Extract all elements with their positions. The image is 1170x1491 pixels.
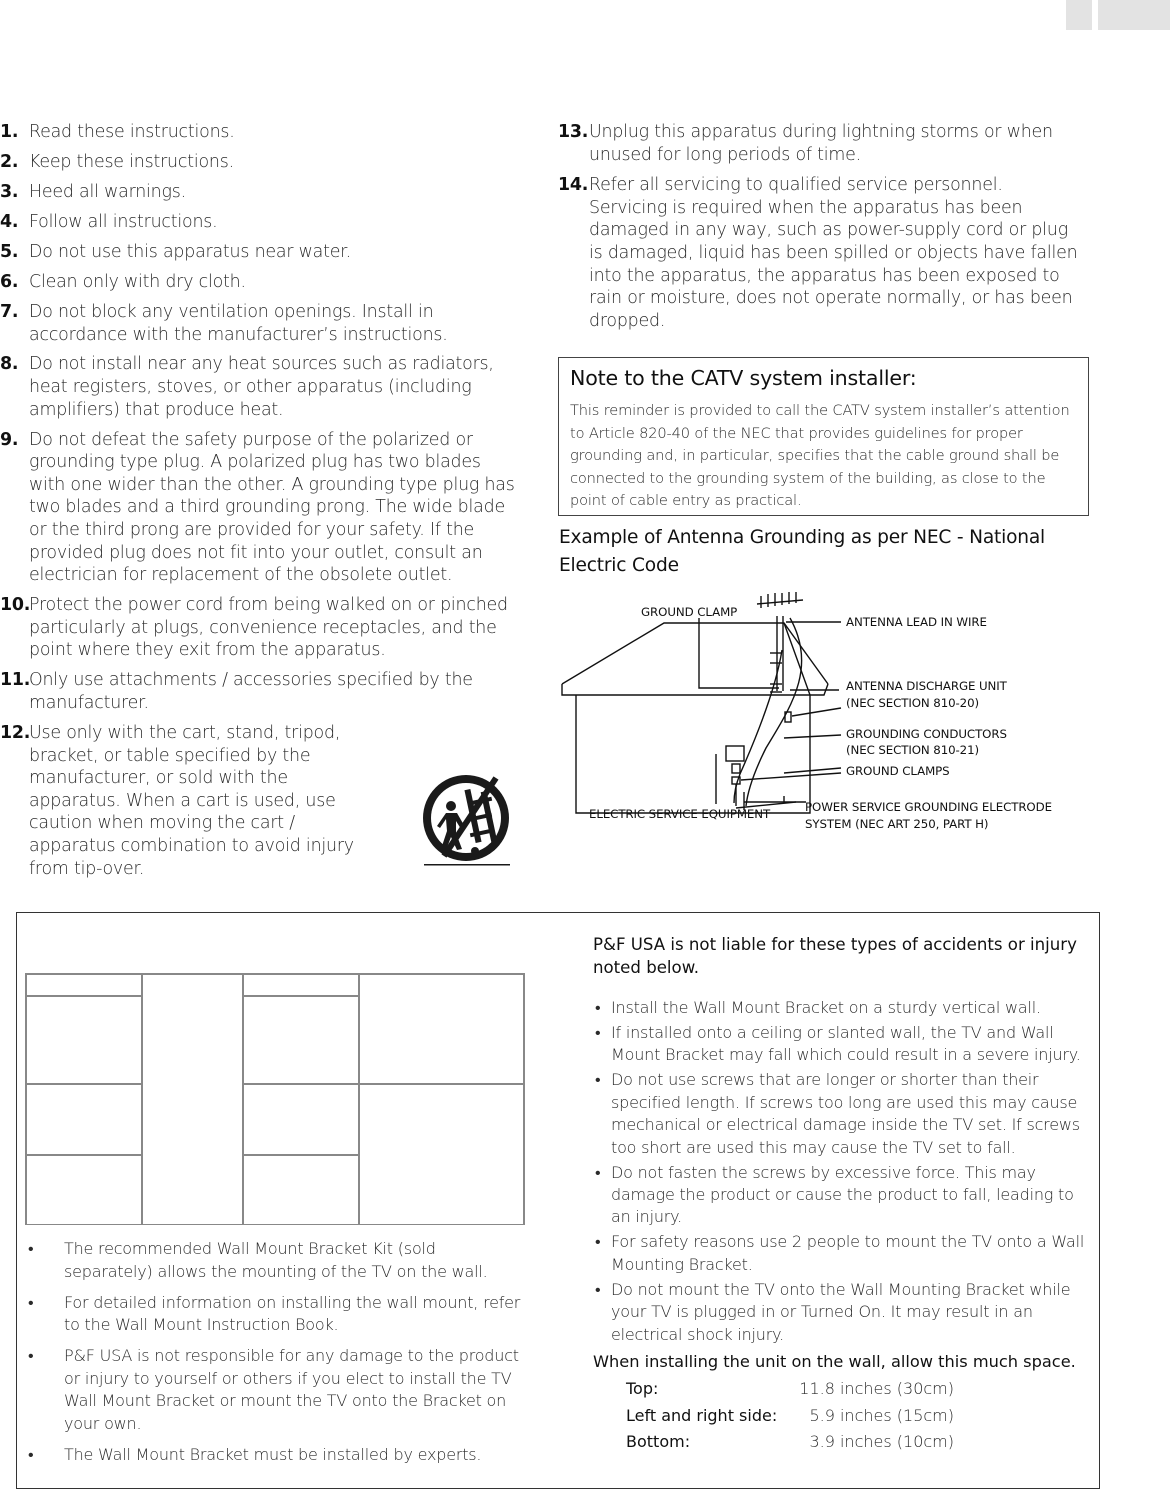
catv-installer-note [558, 357, 1089, 516]
instruction-item [558, 121, 1078, 166]
space-label: Bottom: [626, 1432, 691, 1451]
instruction-item [558, 174, 1078, 332]
power-service-grounding-label: POWER SERVICE GROUNDING ELECTRODE [805, 800, 1052, 814]
table-cell [142, 974, 243, 1225]
table-cell [243, 1084, 359, 1155]
instruction-text: Read these instructions. [29, 122, 235, 142]
page-tab-marker [1066, 0, 1092, 30]
wall-space-heading: When installing the unit on the wall, allow this much space. [593, 1352, 1076, 1371]
instruction-number: 5. [0, 241, 19, 262]
list-item: • For safety reasons use 2 people to mount the TV onto a Wall Mounting Bracket. [595, 1231, 1090, 1276]
list-item: • If installed onto a ceiling or slanted wall, the TV and Wall Mount Bracket may fall which could result in a severe injury. [595, 1022, 1090, 1067]
space-label: Top: [626, 1379, 659, 1398]
instruction-number: 13. [558, 122, 589, 142]
table-cell [359, 1084, 524, 1225]
space-label: Left and right side: [626, 1406, 778, 1425]
instruction-item [0, 121, 520, 144]
cart-tip-over-warning-icon [410, 771, 522, 868]
instruction-text: Do not defeat the safety purpose of the polarized or grounding type plug. A polarized plug has two blades with one wider than the other. A grounding type plug has two blades and a third grounding prong. The wide blade or the third prong are provided for your safety. If the provided plug does not fit into your outlet, consult an electrician for replacement of the obsolete outlet. [29, 429, 515, 586]
catv-note-title: Note to the CATV system installer: [570, 366, 917, 390]
antenna-lead-in-wire-label: ANTENNA LEAD IN WIRE [846, 615, 987, 629]
instruction-number: 6. [0, 271, 19, 292]
liability-heading: P&F USA is not liable for these types of accidents or injury noted below. [593, 935, 1077, 977]
instruction-number: 9. [0, 429, 19, 450]
table-cell [243, 996, 359, 1084]
antenna-grounding-diagram [556, 588, 1086, 850]
list-item: • Install the Wall Mount Bracket on a sturdy vertical wall. [595, 997, 1090, 1019]
list-item: • The Wall Mount Bracket must be installed by experts. [24, 1444, 524, 1467]
instruction-item [0, 241, 520, 264]
instruction-number: 7. [0, 301, 19, 322]
list-item: • Do not fasten the screws by excessive force. This may damage the product or cause the product to fall, leading to an injury. [595, 1162, 1090, 1229]
instruction-text: Heed all warnings. [29, 181, 186, 202]
instruction-text: Keep these instructions. [29, 151, 234, 172]
instruction-number: 10. [0, 595, 31, 616]
instruction-item [0, 181, 520, 204]
wall-mount-notes-list [24, 1238, 524, 1475]
instruction-text: Protect the power cord from being walked on or pinched particularly at plugs, convenience receptacles, and the point where they exit from the apparatus. [29, 595, 508, 661]
instruction-item [0, 271, 520, 294]
instruction-item [0, 353, 520, 421]
instruction-text: Clean only with dry cloth. [29, 271, 246, 292]
table-cell [359, 974, 524, 1084]
liability-list [595, 997, 1090, 1349]
list-item: • The recommended Wall Mount Bracket Kit (sold separately) allows the mounting of the TV on the wall. [24, 1238, 524, 1283]
power-service-grounding-section-label: SYSTEM (NEC ART 250, PART H) [805, 817, 989, 831]
wall-mount-spec-table [25, 973, 525, 1225]
table-cell [26, 1084, 142, 1155]
grounding-conductors-section-label: (NEC SECTION 810-21) [846, 743, 979, 757]
space-value: 11.8 inches (30cm) [799, 1379, 954, 1398]
instruction-text: Only use attachments / accessories specified by the manufacturer. [29, 670, 473, 713]
instruction-text: Unplug this apparatus during lightning storms or when unused for long periods of time. [589, 122, 1053, 165]
space-row-top [626, 1378, 954, 1400]
instruction-number: 1. [0, 122, 19, 142]
instruction-text: Follow all instructions. [29, 211, 218, 232]
instruction-text: Use only with the cart, stand, tripod, bracket, or table specified by the manufacturer, or sold with the apparatus. When a cart is used, use caution when moving the cart / apparatus combination to avoid injury from tip-over. [29, 722, 354, 879]
instruction-item [0, 211, 520, 234]
antenna-discharge-unit-section-label: (NEC SECTION 810-20) [846, 696, 979, 710]
table-cell [26, 996, 142, 1084]
instruction-text: Refer all servicing to qualified service personnel. Servicing is required when the apparatus has been damaged in any way, such as power-supply cord or plug is damaged, liquid has been spilled or objects have fallen into the apparatus, the apparatus has been exposed to rain or moisture, does not operate normally, or has been dropped. [589, 175, 1078, 331]
instruction-text: Do not install near any heat sources such as radiators, heat registers, stoves, or other apparatus (including amplifiers) that produce heat. [29, 354, 494, 420]
antenna-discharge-unit-label: ANTENNA DISCHARGE UNIT [846, 679, 1007, 693]
grounding-conductors-label: GROUNDING CONDUCTORS [846, 727, 1007, 741]
instruction-text: Do not block any ventilation openings. Install in accordance with the manufacturer’s instructions. [29, 301, 448, 345]
instruction-number: 4. [0, 211, 19, 232]
list-item: • P&F USA is not responsible for any damage to the product or injury to yourself or others if you elect to install the TV Wall Mount Bracket or mount the TV onto the Bracket on your own. [24, 1345, 524, 1435]
instruction-item [0, 301, 520, 346]
table-cell [243, 1155, 359, 1225]
instruction-item [0, 151, 520, 174]
electric-service-equipment-label: ELECTRIC SERVICE EQUIPMENT [589, 807, 771, 821]
instruction-text: Do not use this apparatus near water. [29, 241, 351, 262]
space-value: 5.9 inches (15cm) [809, 1406, 954, 1425]
space-row-sides [626, 1405, 954, 1427]
instruction-item [0, 429, 520, 587]
antenna-grounding-heading: Example of Antenna Grounding as per NEC - National Electric Code [559, 527, 1046, 576]
page-tab-marker [1098, 0, 1170, 30]
catv-note-body: This reminder is provided to call the CATV system installer’s attention to Article 820-40 of the NEC that provides guidelines for proper grounding and, in particular, specifies that the cable ground shall be connected to the grounding system of the building, as close to the point of cable entry as practical. [570, 402, 1070, 509]
ground-clamps-label: GROUND CLAMPS [846, 764, 950, 778]
space-value: 3.9 inches (10cm) [809, 1432, 954, 1451]
ground-clamp-label: GROUND CLAMP [641, 605, 738, 619]
instruction-item [0, 594, 520, 662]
table-cell [26, 974, 142, 996]
instruction-number: 12. [0, 722, 31, 743]
instruction-item [0, 669, 520, 714]
list-item: • Do not mount the TV onto the Wall Mounting Bracket while your TV is plugged in or Turned On. It may result in an electrical shock injury. [595, 1279, 1090, 1346]
safety-instructions-list-right [558, 121, 1078, 340]
table-cell [26, 1155, 142, 1225]
list-item: • Do not use screws that are longer or shorter than their specified length. If screws too long are used this may cause mechanical or electrical damage inside the TV set. If screws too short are used this may cause the TV set to fall. [595, 1069, 1090, 1159]
space-row-bottom [626, 1431, 954, 1453]
instruction-number: 8. [0, 354, 19, 375]
instruction-number: 11. [0, 670, 31, 691]
instruction-number: 14. [558, 175, 589, 196]
instruction-number: 2. [0, 151, 19, 172]
table-cell [243, 974, 359, 996]
instruction-number: 3. [0, 181, 19, 202]
list-item: • For detailed information on installing the wall mount, refer to the Wall Mount Instruction Book. [24, 1292, 524, 1337]
